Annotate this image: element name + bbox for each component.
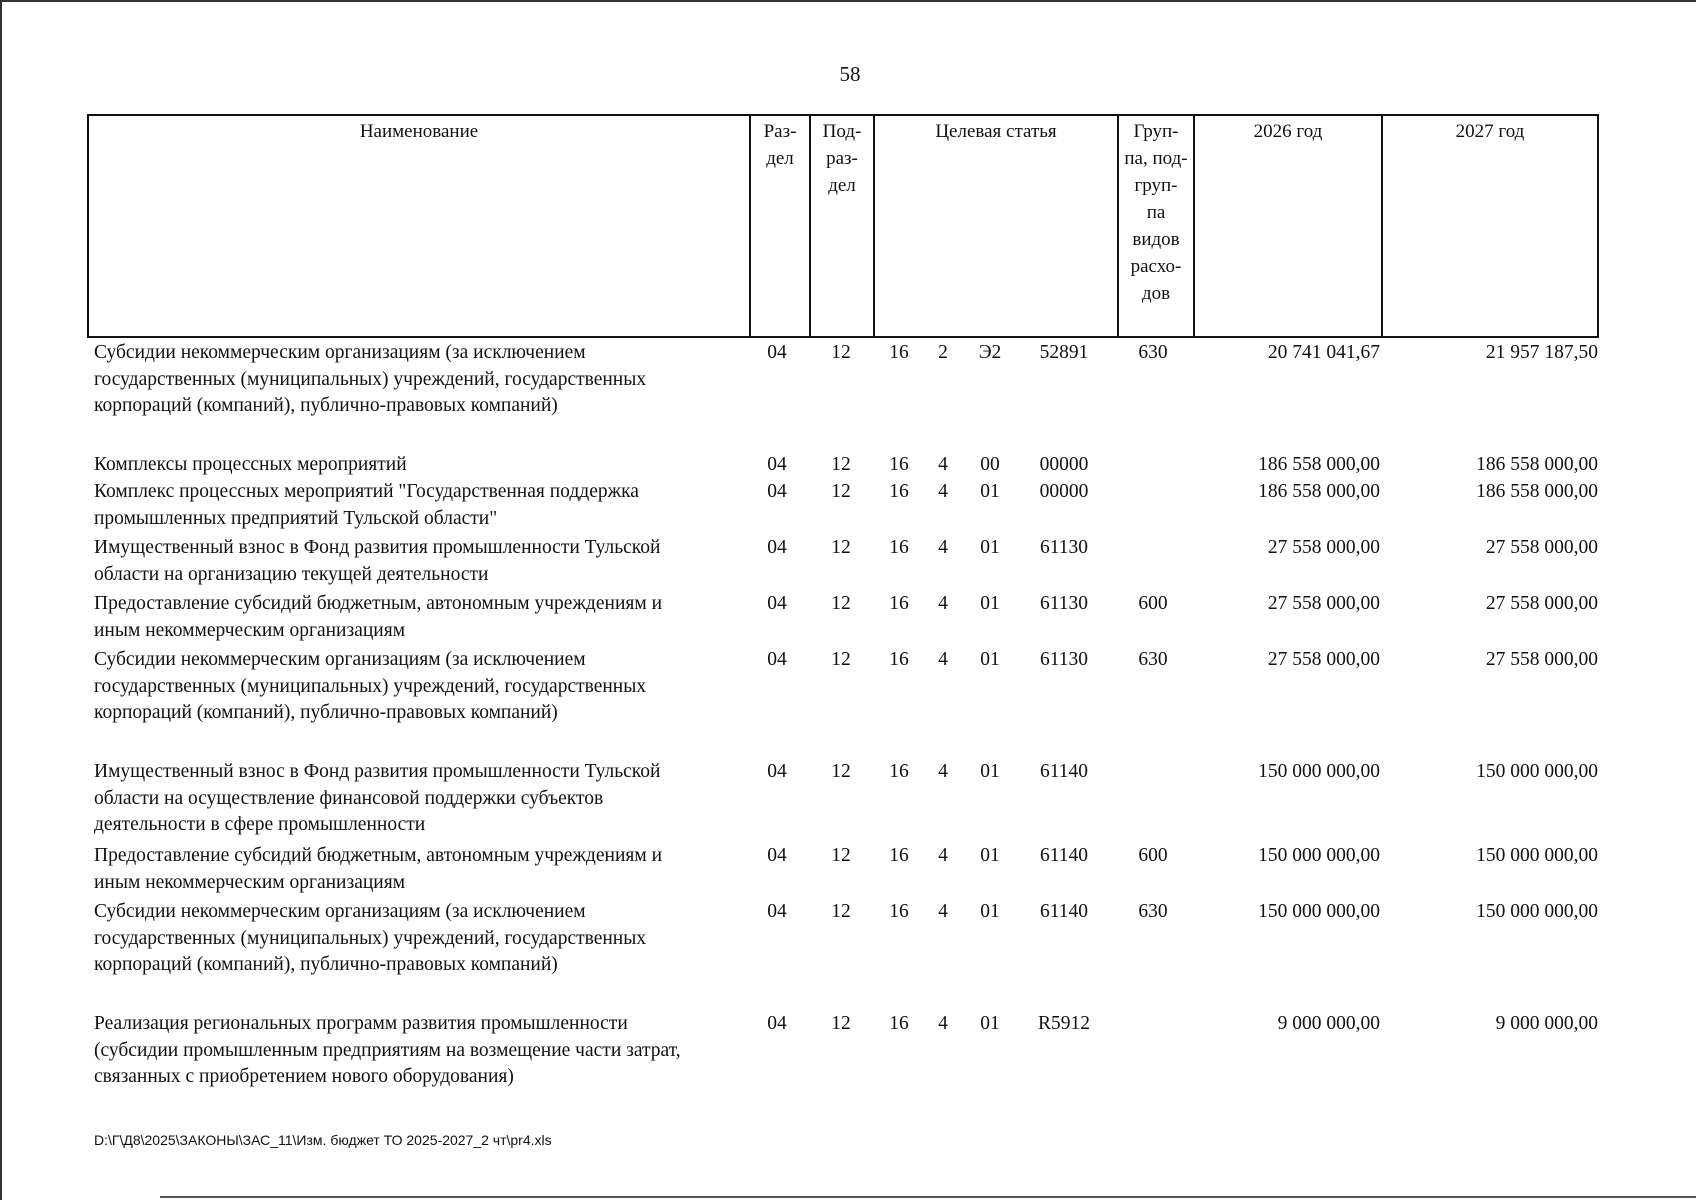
row-target-4-cell: R5912 [1037,1013,1090,1034]
row-razdel-cell: 04 [767,342,787,363]
row-name-line: Реализация региональных программ развития промышленности [94,1013,628,1034]
row-group-cell: 600 [1138,593,1168,614]
row-target-4-cell: 61140 [1039,845,1089,866]
row-name-line: Субсидии некоммерческим организациям (за исключением [94,342,586,363]
row-name-line: связанных с приобретением нового оборудования) [94,1066,514,1087]
row-name-line: корпораций (компаний), публично-правовых компаний) [94,395,558,416]
row-target-2-cell: 2 [938,342,948,363]
row-name [94,759,754,839]
header-razdel-line: Раз- [763,121,797,142]
row-name-line: области на организацию текущей деятельности [94,563,489,585]
row-name [94,843,754,896]
row-name-line: Субсидии некоммерческим организациям (за исключением [94,649,586,670]
row-name [94,591,754,644]
row-y26-cell: 27 558 000,00 [1267,537,1380,558]
row-name-line: Имущественный взнос в Фонд развития промышленности Тульской [94,537,661,558]
row-target-1-cell: 16 [889,761,909,782]
row-name-line: Комплекс процессных мероприятий "Государственная поддержка [94,481,639,502]
row-y26-cell: 150 000 000,00 [1258,845,1380,866]
row-y26-cell: 27 558 000,00 [1267,593,1380,614]
row-name [94,647,754,727]
row-target-1-cell: 16 [889,845,909,866]
row-target-4-cell: 52891 [1039,342,1089,363]
row-target-3-cell: 01 [980,901,1000,922]
row-name-line: иным некоммерческим организациям [94,619,406,641]
row-name-line: области на осуществление финансовой поддержки субъектов [94,787,604,809]
header-year-2027: 2027 год [1455,121,1525,142]
row-name-line: иным некоммерческим организациям [94,871,406,893]
row-target-2-cell: 4 [938,649,948,670]
row-group-cell: 630 [1138,901,1168,922]
row-target-1-cell: 16 [889,454,909,475]
row-y27-cell: 186 558 000,00 [1476,454,1598,475]
header-group-line: Груп- [1133,121,1179,142]
row-group-cell: 600 [1138,845,1168,866]
row-name-line: Предоставление субсидий бюджетным, автономным учреждениям и [94,845,663,866]
row-y26-cell: 186 558 000,00 [1258,481,1380,502]
row-y27-cell: 9 000 000,00 [1495,1013,1598,1034]
scan-border-top [0,0,1696,2]
row-group-cell: 630 [1138,649,1168,670]
scan-border-bottom [160,1196,1696,1198]
row-name [94,340,754,420]
row-podrazdel-cell: 12 [831,454,851,475]
row-target-1-cell: 16 [889,1013,909,1034]
header-podrazdel-line: Под- [822,121,862,142]
header-podrazdel-line: раз- [826,148,858,169]
row-target-3-cell: 01 [980,537,1000,558]
row-podrazdel-cell: 12 [831,342,851,363]
row-target-4-cell: 61130 [1039,537,1089,558]
row-target-3-cell: Э2 [978,342,1002,363]
row-target-2-cell: 4 [938,761,948,782]
row-target-1-cell: 16 [889,593,909,614]
row-name [94,535,754,588]
row-target-3-cell: 00 [980,454,1000,475]
row-target-3-cell: 01 [980,649,1000,670]
row-y26-cell: 186 558 000,00 [1258,454,1380,475]
row-razdel-cell: 04 [767,593,787,614]
row-target-2-cell: 4 [938,481,948,502]
header-group-line: груп- [1134,175,1178,196]
header-group-line: па [1146,202,1166,223]
row-name-line: государственных (муниципальных) учреждений, государственных [94,927,647,949]
row-razdel-cell: 04 [767,454,787,475]
row-razdel-cell: 04 [767,901,787,922]
row-y27-cell: 27 558 000,00 [1485,593,1598,614]
row-target-4-cell: 00000 [1039,454,1089,475]
row-y27-cell: 150 000 000,00 [1476,761,1598,782]
row-podrazdel-cell: 12 [831,845,851,866]
row-podrazdel-cell: 12 [831,481,851,502]
row-name-line: промышленных предприятий Тульской области" [94,507,498,529]
row-y26-cell: 27 558 000,00 [1267,649,1380,670]
header-name: Наименование [359,121,479,142]
row-name-line: Предоставление субсидий бюджетным, автономным учреждениям и [94,593,663,614]
row-podrazdel-cell: 12 [831,761,851,782]
header-group-line: видов [1132,229,1180,250]
row-name [94,452,754,479]
row-name-line: Комплексы процессных мероприятий [94,454,407,475]
row-target-1-cell: 16 [889,342,909,363]
header-razdel-line: дел [766,148,794,169]
row-target-2-cell: 4 [938,537,948,558]
row-target-3-cell: 01 [980,481,1000,502]
row-podrazdel-cell: 12 [831,1013,851,1034]
scan-border-left [0,0,2,1200]
row-name-line: государственных (муниципальных) учреждений, государственных [94,675,647,697]
header-group-line: дов [1141,283,1171,304]
row-y27-cell: 21 957 187,50 [1485,342,1598,363]
page-number: 58 [839,62,861,86]
header-year-2026: 2026 год [1253,121,1323,142]
row-razdel-cell: 04 [767,761,787,782]
row-name [94,899,754,979]
row-name-line: (субсидии промышленным предприятиям на возмещение части затрат, [94,1039,681,1061]
row-target-4-cell: 61140 [1039,761,1089,782]
row-target-3-cell: 01 [980,761,1000,782]
row-target-1-cell: 16 [889,481,909,502]
row-razdel-cell: 04 [767,481,787,502]
row-name [94,479,754,532]
row-target-4-cell: 61130 [1039,649,1089,670]
row-target-1-cell: 16 [889,901,909,922]
row-name-line: корпораций (компаний), публично-правовых компаний) [94,702,558,723]
row-target-1-cell: 16 [889,537,909,558]
row-target-1-cell: 16 [889,649,909,670]
row-podrazdel-cell: 12 [831,537,851,558]
row-name-line: Субсидии некоммерческим организациям (за исключением [94,901,586,922]
row-podrazdel-cell: 12 [831,901,851,922]
footer-file-path: D:\Г\Д8\2025\ЗАКОНЫ\ЗАС_11\Изм. бюджет ТО 2025-2027_2 чт\pr4.xls [94,1132,552,1148]
row-group-cell: 630 [1138,342,1168,363]
header-group-line: расхо- [1130,256,1182,277]
row-target-2-cell: 4 [938,593,948,614]
row-y27-cell: 150 000 000,00 [1476,901,1598,922]
row-y26-cell: 150 000 000,00 [1258,901,1380,922]
row-razdel-cell: 04 [767,537,787,558]
row-y27-cell: 27 558 000,00 [1485,649,1598,670]
row-target-2-cell: 4 [938,901,948,922]
row-target-3-cell: 01 [980,1013,1000,1034]
row-name-line: деятельности в сфере промышленности [94,814,426,835]
row-y26-cell: 9 000 000,00 [1277,1013,1380,1034]
header-group-line: па, под- [1124,148,1188,169]
header-group [1119,116,1193,336]
row-name [94,1011,754,1091]
row-y26-cell: 20 741 041,67 [1267,342,1380,363]
row-podrazdel-cell: 12 [831,649,851,670]
row-y27-cell: 186 558 000,00 [1476,481,1598,502]
row-y26-cell: 150 000 000,00 [1258,761,1380,782]
header-target: Целевая статья [935,121,1057,142]
table-header [87,114,1599,338]
row-target-2-cell: 4 [938,1013,948,1034]
row-target-4-cell: 00000 [1039,481,1089,502]
row-razdel-cell: 04 [767,1013,787,1034]
row-target-3-cell: 01 [980,845,1000,866]
row-razdel-cell: 04 [767,649,787,670]
row-name-line: Имущественный взнос в Фонд развития промышленности Тульской [94,761,661,782]
row-name-line: корпораций (компаний), публично-правовых компаний) [94,954,558,975]
header-razdel [751,116,809,336]
header-podrazdel [811,116,873,336]
row-target-3-cell: 01 [980,593,1000,614]
header-podrazdel-line: дел [828,175,856,196]
row-target-4-cell: 61140 [1039,901,1089,922]
row-y27-cell: 150 000 000,00 [1476,845,1598,866]
row-target-2-cell: 4 [938,845,948,866]
row-razdel-cell: 04 [767,845,787,866]
row-name-line: государственных (муниципальных) учреждений, государственных [94,368,647,390]
row-podrazdel-cell: 12 [831,593,851,614]
row-target-2-cell: 4 [938,454,948,475]
row-y27-cell: 27 558 000,00 [1485,537,1598,558]
row-target-4-cell: 61130 [1039,593,1089,614]
